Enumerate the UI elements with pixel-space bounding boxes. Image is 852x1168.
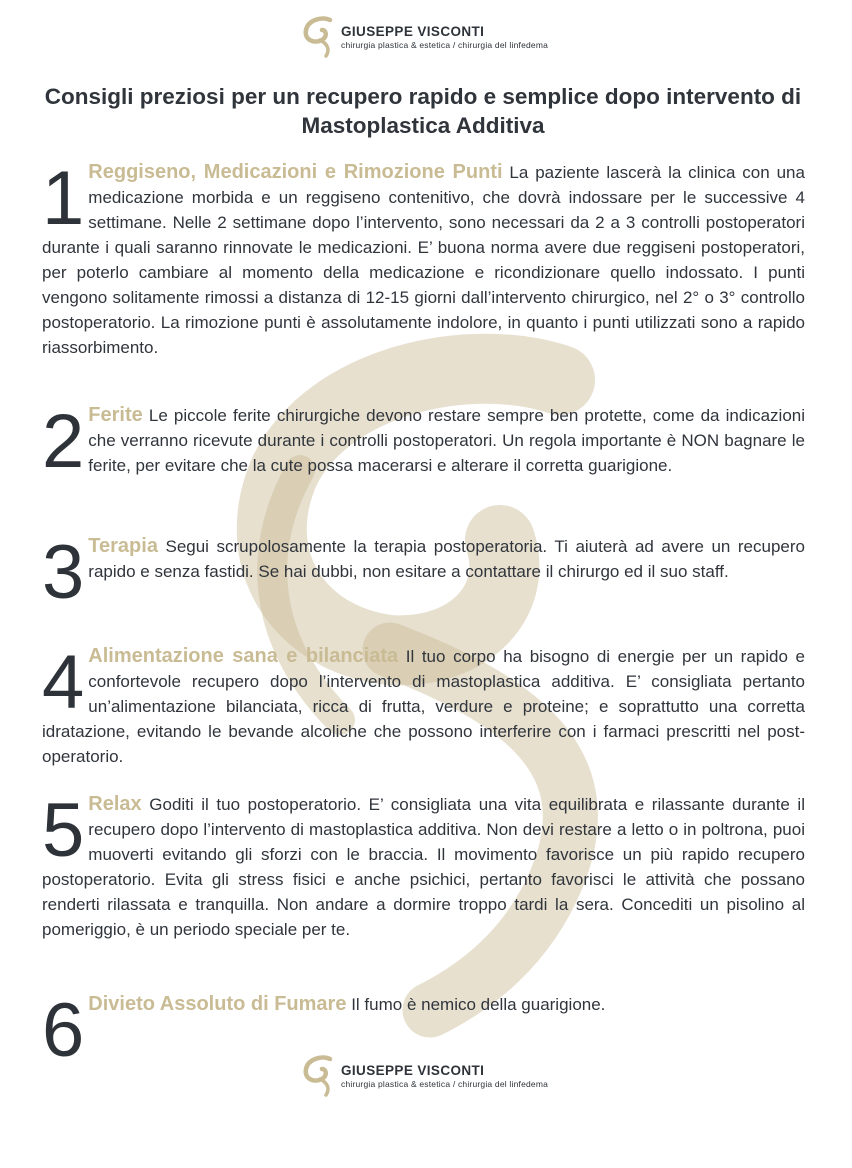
brand-logo-header [300,14,548,60]
brand-logo-footer [300,1053,548,1099]
page-title: Consigli preziosi per un recupero rapido e semplice dopo intervento di Mastoplastica Additiva [44,84,802,138]
section-heading: Reggiseno, Medicazioni e Rimozione Punti [88,161,503,183]
brand-name: GIUSEPPE VISCONTI [341,23,485,39]
section-text: Il fumo è nemico della guarigione. [351,995,606,1014]
section-text: Segui scrupolosamente la terapia postoperatoria. Ti aiuterà ad avere un recupero rapido e senza fastidi. Se hai dubbi, non esitare a contattare il chirurgo ed il suo staff. [88,537,805,581]
section-4 [42,640,805,769]
brand-tagline: chirurgia plastica & estetica / chirurgia del linfedema [341,1078,549,1089]
section-1 [42,156,805,360]
section-2 [42,399,806,484]
section-3 [42,530,805,615]
section-text: Le piccole ferite chirurgiche devono restare sempre ben protette, come da indicazioni che verranno ricevute durante i controlli postoperatori. Un regola importante è NON bagnare le ferite, per evitare che la cute possa macerarsi e alterare il corretta guarigione. [88,406,806,475]
section-number: 1 [42,156,85,241]
brand-name: GIUSEPPE VISCONTI [341,1062,485,1078]
section-number: 6 [42,988,85,1073]
brand-mark-icon [300,1053,338,1099]
section-5 [42,788,805,942]
section-heading: Ferite [88,404,143,426]
section-number: 2 [42,399,85,484]
section-text: Goditi il tuo postoperatorio. E’ consigliata una vita equilibrata e rilassante durante il recupero dopo l’intervento di mastoplastica additiva. Non devi restare a letto o in poltrona, puoi muoverti evitando gli sforzi con le braccia. Il movimento favorisce un più rapido recupero postoperatorio. Evita gli stress fisici e anche psichici, pertanto favorisci le attività che possano renderti rilassata e tranquilla. Non andare a dormire troppo tardi la sera. Concediti un pisolino al pomeriggio, è un periodo speciale per te. [42,795,805,939]
section-text: La paziente lascerà la clinica con una medicazione morbida e un reggiseno contenitivo, che dovrà indossare per le successive 4 settimane. Nelle 2 settimane dopo l’intervento, sono necessari da 2 a 3 controlli postoperatori durante i quali saranno rinnovate le medicazioni. E’ buona norma avere due reggiseni postoperatori, per poterlo cambiare al momento della medicazione e ricondizionare quello indossato. I punti vengono solitamente rimossi a distanza di 12-15 giorni dall’intervento chirurgico, nel 2° o 3° controllo postoperatorio. La rimozione punti è assolutamente indolore, in quanto i punti utilizzati sono a rapido riassorbimento. [42,163,805,357]
brand-tagline: chirurgia plastica & estetica / chirurgia del linfedema [341,39,549,50]
section-text: Il tuo corpo ha bisogno di energie per un rapido e confortevole recupero dopo l’intervento di mastoplastica additiva. E’ consigliata pertanto un’alimentazione bilanciata, ricca di frutta, verdure e proteine; e soprattutto una corretta idratazione, evitando le bevande alcoliche che possono interferire con i farmaci prescritti nel post-operatorio. [42,647,805,766]
section-heading: Divieto Assoluto di Fumare [88,993,347,1015]
section-heading: Terapia [88,535,158,557]
section-heading: Relax [88,793,142,815]
section-number: 4 [42,640,85,725]
section-number: 5 [42,788,85,873]
section-number: 3 [42,530,85,615]
brand-mark-icon [300,14,338,60]
section-heading: Alimentazione sana e bilanciata [88,645,399,667]
